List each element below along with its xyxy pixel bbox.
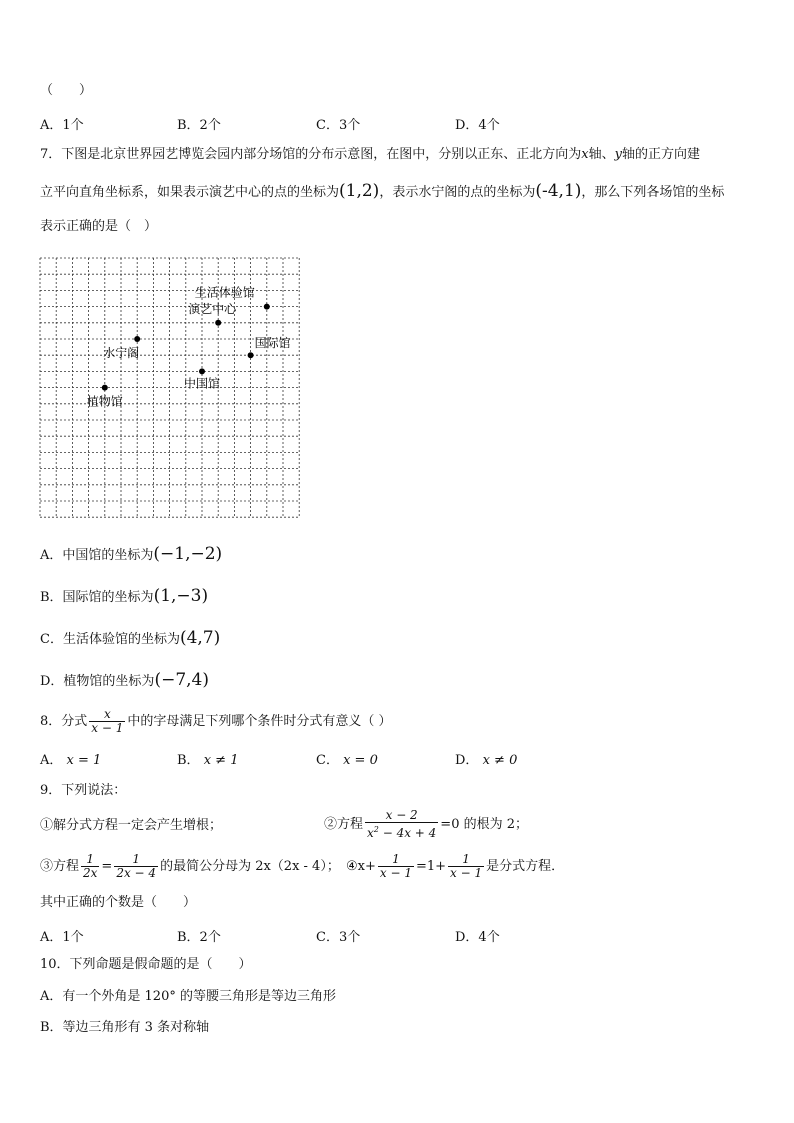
q8-option-d[interactable]: D． x ≠ 0 (455, 753, 518, 768)
q10-option-b[interactable]: B．等边三角形有 3 条对称轴 (40, 1020, 210, 1035)
q7-stem-line2: 立平向直角坐标系，如果表示演艺中心的点的坐标为(1,2)，表示水宁阁的点的坐标为(-4,1)，那么下列各场馆的坐标 (40, 181, 725, 201)
q6-option-d[interactable]: D．4个 (455, 118, 500, 133)
map-point-3 (248, 352, 254, 358)
coord-yanyi: (1,2) (339, 181, 380, 201)
map-point-0 (264, 304, 270, 310)
map-label-3: 国际馆 (254, 336, 291, 351)
q9-statement-3: ③方程 $\frac{1}{2x}$ = $\frac{1}{2x - 4}$ 的最简公分母为 2x（2x - 4）； (40, 852, 340, 880)
q8-option-a[interactable]: A． x = 1 (40, 753, 102, 768)
map-point-2 (134, 336, 140, 342)
map-label-0: 生活体验馆 (194, 285, 255, 300)
q9-option-a[interactable]: A．1个 (40, 930, 84, 945)
map-point-4 (199, 368, 205, 374)
q9-question: 其中正确的个数是（ ） (40, 895, 197, 910)
q6-option-b[interactable]: B．2个 (177, 118, 221, 133)
venue-map (38, 256, 302, 520)
previous-question-paren: （ ） (40, 83, 93, 98)
map-label-2: 水宁阁 (103, 346, 140, 360)
q8-option-b[interactable]: B． x ≠ 1 (177, 753, 239, 768)
coord-shuining: (-4,1) (535, 181, 582, 201)
q7-option-a[interactable]: A．中国馆的坐标为(−1,−2) (40, 544, 223, 564)
map-label-4: 中国馆 (184, 376, 221, 391)
q10-title: 10．下列命题是假命题的是（ ） (40, 957, 252, 972)
q9-statement-4: ④x+ $\frac{1}{x - 1}$ =1+ $\frac{1}{x - 1}$ 是分式方程． (346, 852, 565, 880)
q6-option-c[interactable]: C．3个 (316, 118, 361, 133)
q8-fraction: $\frac{x}{x - 1}$ (91, 707, 124, 735)
map-point-1 (215, 320, 221, 326)
q7-option-c[interactable]: C．生活体验馆的坐标为(4,7) (40, 628, 221, 648)
q9-s4-fraction-2: $\frac{1}{x - 1}$ (450, 852, 483, 880)
q9-option-d[interactable]: D．4个 (455, 930, 500, 945)
q9-s3-fraction-2: $\frac{1}{2x - 4}$ (116, 852, 157, 880)
q9-option-b[interactable]: B．2个 (177, 930, 221, 945)
q9-statement-1: ①解分式方程一定会产生增根； (40, 818, 223, 833)
q6-option-a[interactable]: A．1个 (40, 118, 84, 133)
q7-stem-line1: 7．下图是北京世界园艺博览会园内部分场馆的分布示意图，在图中，分别以正东、正北方向为x轴、y轴的正方向建 (40, 147, 701, 162)
q9-option-c[interactable]: C．3个 (316, 930, 361, 945)
q7-option-d[interactable]: D．植物馆的坐标为(−7,4) (40, 670, 209, 690)
q7-option-b[interactable]: B．国际馆的坐标为(1,−3) (40, 586, 209, 606)
q9-s2-fraction: $\frac{x - 2}{x^2 - 4x + 4}$ (367, 808, 437, 840)
q8-stem: 8．分式 $\frac{x}{x - 1}$ 中的字母满足下列哪个条件时分式有意义（ ） (40, 707, 392, 735)
q10-option-a[interactable]: A．有一个外角是 120° 的等腰三角形是等边三角形 (40, 989, 336, 1004)
q8-option-c[interactable]: C． x = 0 (316, 753, 378, 768)
q9-statement-2: ②方程 $\frac{x - 2}{x^2 - 4x + 4}$ =0 的根为 2； (324, 808, 528, 840)
q9-s4-fraction-1: $\frac{1}{x - 1}$ (379, 852, 412, 880)
map-label-1: 演艺中心 (188, 301, 237, 316)
q7-stem-line3: 表示正确的是（ ） (40, 219, 158, 234)
map-label-5: 植物馆 (86, 394, 123, 409)
q9-title: 9．下列说法： (40, 783, 127, 798)
q9-s3-fraction-1: $\frac{1}{2x}$ (83, 852, 98, 880)
map-point-5 (102, 385, 108, 391)
